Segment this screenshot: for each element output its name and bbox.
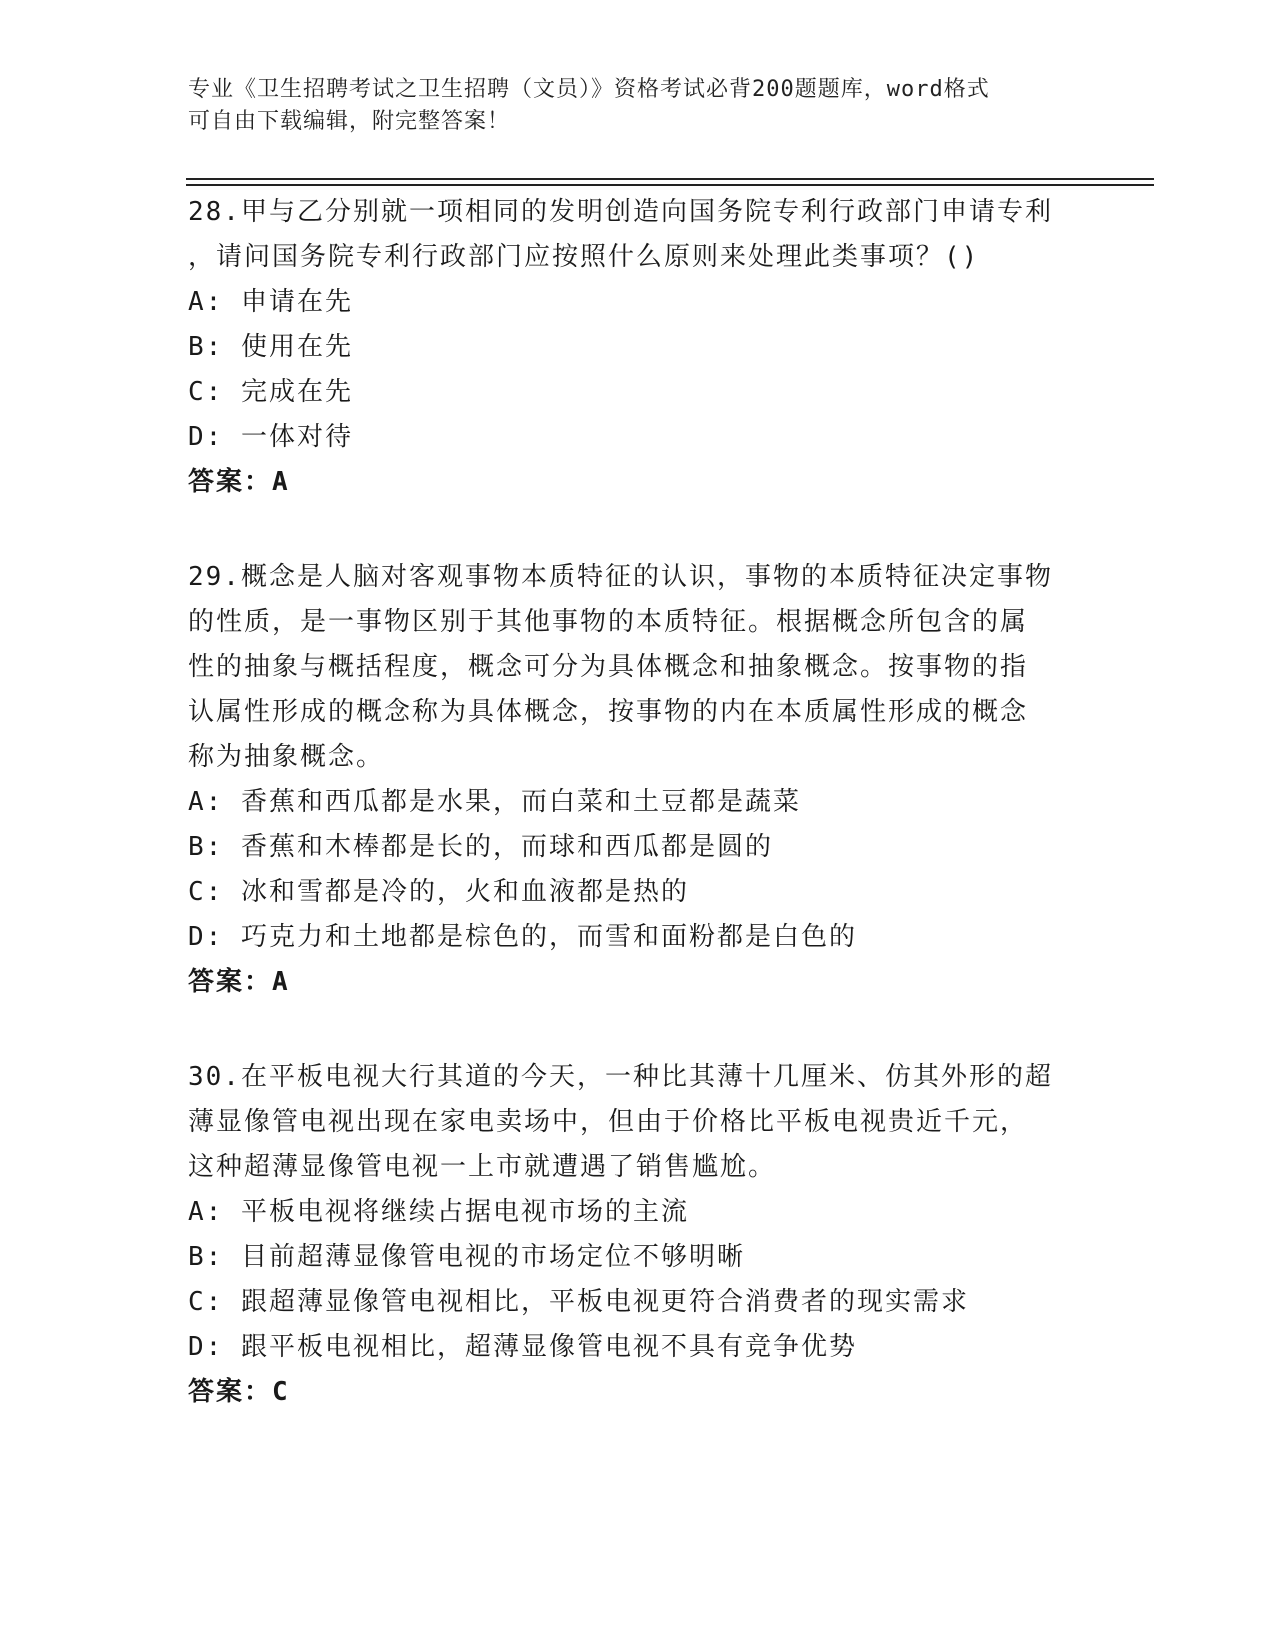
answer-label: 答案：A: [188, 467, 290, 497]
option-c: C: 冰和雪都是冷的，火和血液都是热的: [188, 877, 689, 907]
question-28: [188, 190, 1088, 505]
questions-list: [188, 190, 1088, 1415]
stem-line: 薄显像管电视出现在家电卖场中，但由于价格比平板电视贵近千元，: [188, 1107, 1029, 1137]
option-b: B: 目前超薄显像管电视的市场定位不够明晰: [188, 1242, 745, 1272]
option-a: A: 申请在先: [188, 287, 353, 317]
header-divider-top: [186, 178, 1154, 180]
question-stem: [188, 1055, 1088, 1190]
option-d: D: 一体对待: [188, 422, 353, 452]
question-30: [188, 1055, 1088, 1415]
question-stem: [188, 555, 1088, 780]
option-b: B: 使用在先: [188, 332, 353, 362]
option-a: A: 香蕉和西瓜都是水果，而白菜和土豆都是蔬菜: [188, 787, 801, 817]
option-d: D: 巧克力和土地都是棕色的，而雪和面粉都是白色的: [188, 922, 857, 952]
stem-line: ，请问国务院专利行政部门应按照什么原则来处理此类事项？(): [188, 242, 980, 272]
option-b: B: 香蕉和木棒都是长的，而球和西瓜都是圆的: [188, 832, 773, 862]
answer-label: 答案：A: [188, 967, 290, 997]
header-divider-bottom: [186, 184, 1154, 186]
stem-line: 这种超薄显像管电视一上市就遭遇了销售尴尬。: [188, 1152, 777, 1182]
stem-line: 称为抽象概念。: [188, 742, 385, 772]
stem-line: 29.概念是人脑对客观事物本质特征的认识，事物的本质特征决定事物: [188, 562, 1053, 592]
header-line-1: 专业《卫生招聘考试之卫生招聘（文员）》资格考试必背200题题库，word格式: [188, 77, 990, 102]
stem-line: 30.在平板电视大行其道的今天，一种比其薄十几厘米、仿其外形的超: [188, 1062, 1053, 1092]
option-c: C: 跟超薄显像管电视相比，平板电视更符合消费者的现实需求: [188, 1287, 969, 1317]
stem-line: 性的抽象与概括程度，概念可分为具体概念和抽象概念。按事物的指: [188, 652, 1029, 682]
document-header: [188, 74, 1068, 138]
option-d: D: 跟平板电视相比，超薄显像管电视不具有竞争优势: [188, 1332, 857, 1362]
question-stem: [188, 190, 1088, 280]
option-a: A: 平板电视将继续占据电视市场的主流: [188, 1197, 689, 1227]
header-line-2: 可自由下载编辑，附完整答案！: [188, 109, 511, 134]
answer-label: 答案：C: [188, 1377, 290, 1407]
question-29: [188, 555, 1088, 1005]
stem-line: 的性质，是一事物区别于其他事物的本质特征。根据概念所包含的属: [188, 607, 1029, 637]
stem-line: 28.甲与乙分别就一项相同的发明创造向国务院专利行政部门申请专利: [188, 197, 1053, 227]
stem-line: 认属性形成的概念称为具体概念，按事物的内在本质属性形成的概念: [188, 697, 1029, 727]
option-c: C: 完成在先: [188, 377, 353, 407]
